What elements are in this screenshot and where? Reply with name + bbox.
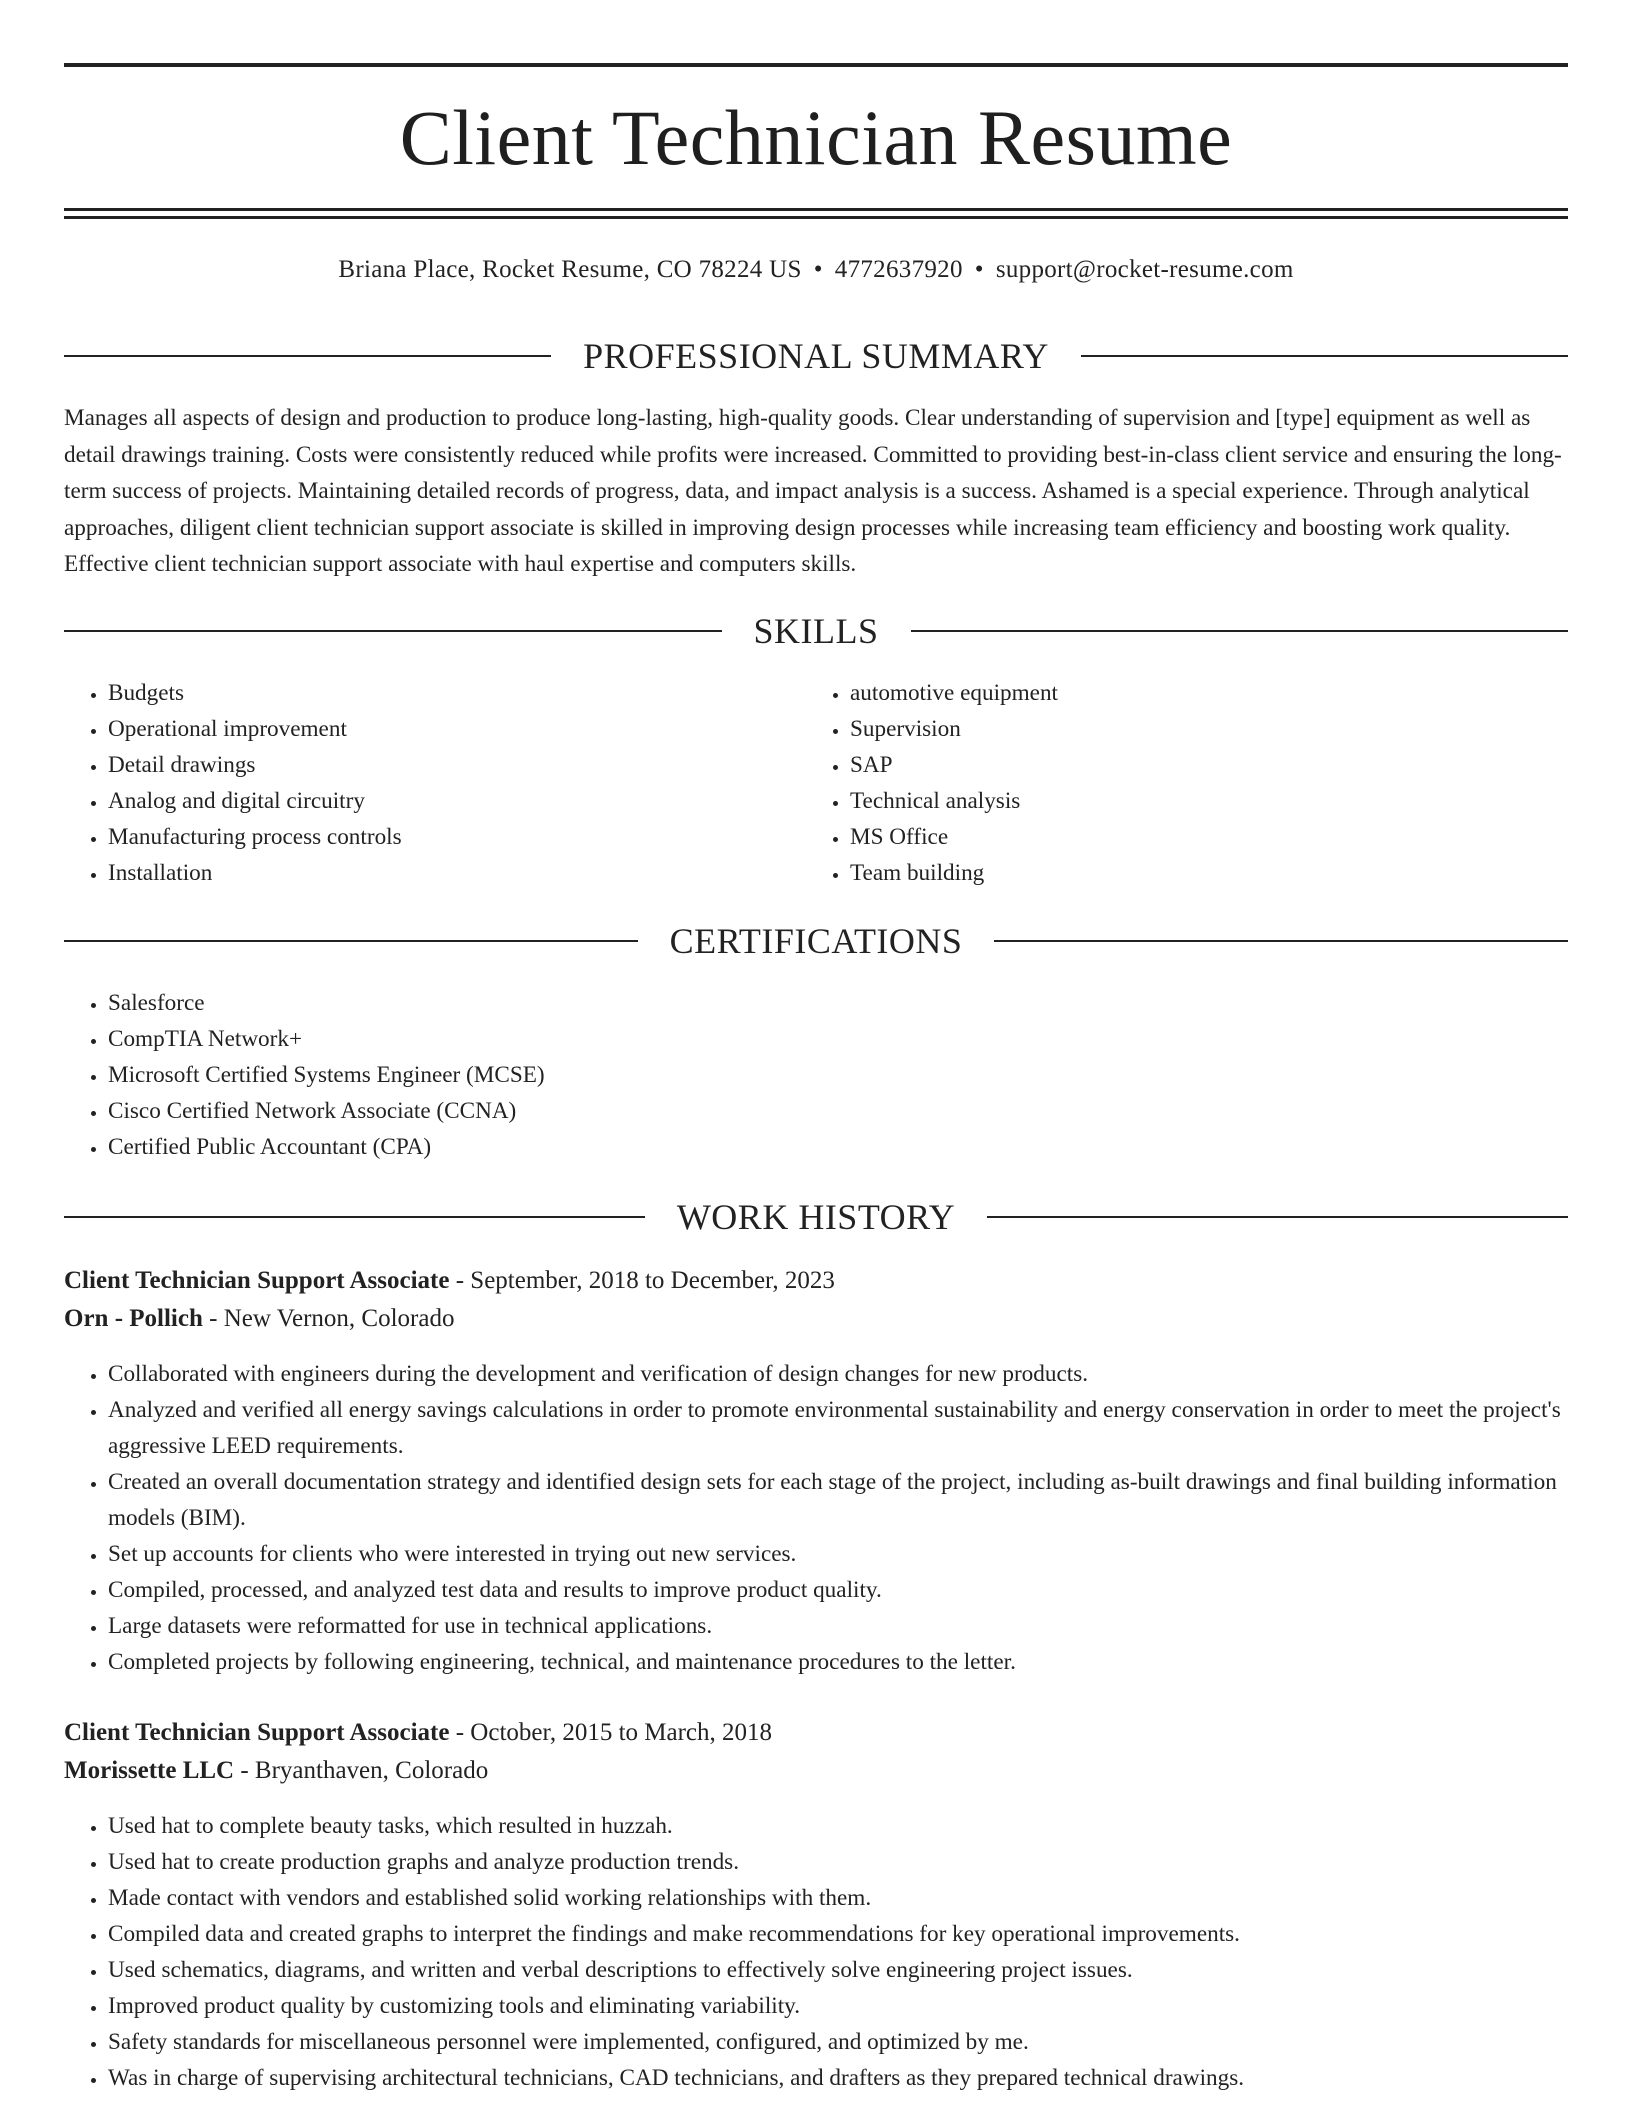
job-dates: - October, 2015 to March, 2018 xyxy=(449,1719,773,1746)
job-location: - New Vernon, Colorado xyxy=(202,1305,455,1332)
skill-item: • Analog and digital circuitry xyxy=(108,783,848,819)
skill-item: • SAP xyxy=(850,747,1590,783)
contact-separator: • xyxy=(974,256,984,283)
job-title: Client Technician Support Associate xyxy=(64,1267,450,1294)
certification-item: • Certified Public Accountant (CPA) xyxy=(108,1129,1612,1165)
job-bullet: • Completed projects by following engineering, technical, and maintenance procedures to the letter. xyxy=(108,1644,1612,1680)
job-location: - Bryanthaven, Colorado xyxy=(234,1757,489,1784)
skill-item: • Supervision xyxy=(850,711,1590,747)
contact-email: support@rocket-resume.com xyxy=(995,256,1294,283)
job-bullet: • Set up accounts for clients who were interested in trying out new services. xyxy=(108,1536,1612,1572)
skill-item: • Team building xyxy=(850,855,1590,891)
certification-item: • Cisco Certified Network Associate (CCNA) xyxy=(108,1093,1612,1129)
job-title: Client Technician Support Associate xyxy=(64,1719,450,1746)
job-company: Orn - Pollich xyxy=(64,1305,203,1332)
job-bullets xyxy=(64,1808,1612,2096)
certification-item: • Salesforce xyxy=(108,985,1612,1021)
skill-item: • Installation xyxy=(108,855,848,891)
skills-list-right xyxy=(806,675,1590,891)
job-title-line xyxy=(64,1262,1568,1300)
resume-title: Client Technician Resume xyxy=(399,94,1233,181)
section-heading-work-history xyxy=(64,1192,1568,1242)
heading-rule xyxy=(911,630,1569,632)
skill-item: • MS Office xyxy=(850,819,1590,855)
skill-item: • Budgets xyxy=(108,675,848,711)
contact-address: Briana Place, Rocket Resume, CO 78224 US xyxy=(338,256,802,283)
job-bullet: • Used hat to complete beauty tasks, which resulted in huzzah. xyxy=(108,1808,1612,1844)
job-dates: - September, 2018 to December, 2023 xyxy=(449,1267,835,1294)
certifications-list xyxy=(64,985,1612,1165)
certification-item: • CompTIA Network+ xyxy=(108,1021,1612,1057)
job-bullet: • Compiled, processed, and analyzed test data and results to improve product quality. xyxy=(108,1572,1612,1608)
section-heading-certifications xyxy=(64,916,1568,966)
job-bullet: • Was in charge of supervising architectural technicians, CAD technicians, and drafters as they prepared technical drawings. xyxy=(108,2060,1612,2096)
job-bullet: • Large datasets were reformatted for use in technical applications. xyxy=(108,1608,1612,1644)
job-title-line xyxy=(64,1714,1568,1752)
contact-separator: • xyxy=(813,256,823,283)
skill-item: • Technical analysis xyxy=(850,783,1590,819)
heading-rule xyxy=(64,1216,645,1218)
heading-rule xyxy=(64,940,638,942)
heading-rule xyxy=(64,355,551,357)
job-bullet: • Analyzed and verified all energy savings calculations in order to promote environmental sustainability and energy conservation in order to meet the project's aggressive LEED requirements. xyxy=(108,1392,1612,1464)
top-rule xyxy=(64,63,1568,67)
section-title: SKILLS xyxy=(753,611,879,651)
heading-rule xyxy=(994,940,1568,942)
job-company: Morissette LLC xyxy=(64,1757,235,1784)
skill-item: • Operational improvement xyxy=(108,711,848,747)
job-company-line xyxy=(64,1752,1568,1790)
section-title: WORK HISTORY xyxy=(676,1197,956,1237)
job-company-line xyxy=(64,1300,1568,1338)
professional-summary: Manages all aspects of design and production to produce long-lasting, high-quality goods. Clear understanding of supervision and [type] equipment as well as detail drawings training. Costs were consistently reduced while profits were increased. Committed to providing best-in-class client service and ensuring the long-term success of projects. Maintaining detailed records of progress, data, and impact analysis is a success. Ashamed is a special experience. Through analytical approaches, diligent client technician support associate is skilled in improving design processes while increasing team efficiency and boosting work quality. Effective client technician support associate with haul expertise and computers skills. xyxy=(64,405,1562,577)
heading-rule xyxy=(987,1216,1568,1218)
skills-list-left xyxy=(64,675,848,891)
section-heading-skills xyxy=(64,606,1568,656)
section-title: CERTIFICATIONS xyxy=(669,921,963,961)
job-bullet: • Collaborated with engineers during the development and verification of design changes for new products. xyxy=(108,1356,1612,1392)
contact-phone: 4772637920 xyxy=(834,256,963,283)
certification-item: • Microsoft Certified Systems Engineer (MCSE) xyxy=(108,1057,1612,1093)
contact-line xyxy=(64,253,1568,287)
job-bullet: • Used hat to create production graphs and analyze production trends. xyxy=(108,1844,1612,1880)
job-bullet: • Made contact with vendors and established solid working relationships with them. xyxy=(108,1880,1612,1916)
job-bullet: • Improved product quality by customizing tools and eliminating variability. xyxy=(108,1988,1612,2024)
title-rule-upper xyxy=(64,208,1568,211)
section-title: PROFESSIONAL SUMMARY xyxy=(583,336,1049,376)
job-bullet: • Used schematics, diagrams, and written and verbal descriptions to effectively solve engineering project issues. xyxy=(108,1952,1612,1988)
skill-item: • automotive equipment xyxy=(850,675,1590,711)
title-rule-lower xyxy=(64,216,1568,219)
job-bullets xyxy=(64,1356,1612,1680)
skill-item: • Manufacturing process controls xyxy=(108,819,848,855)
job-bullet: • Compiled data and created graphs to interpret the findings and make recommendations for key operational improvements. xyxy=(108,1916,1612,1952)
skill-item: • Detail drawings xyxy=(108,747,848,783)
section-heading-summary xyxy=(64,331,1568,381)
heading-rule xyxy=(1081,355,1568,357)
job-bullet: • Created an overall documentation strategy and identified design sets for each stage of the project, including as-built drawings and final building information models (BIM). xyxy=(108,1464,1612,1536)
job-bullet: • Safety standards for miscellaneous personnel were implemented, configured, and optimized by me. xyxy=(108,2024,1612,2060)
heading-rule xyxy=(64,630,722,632)
